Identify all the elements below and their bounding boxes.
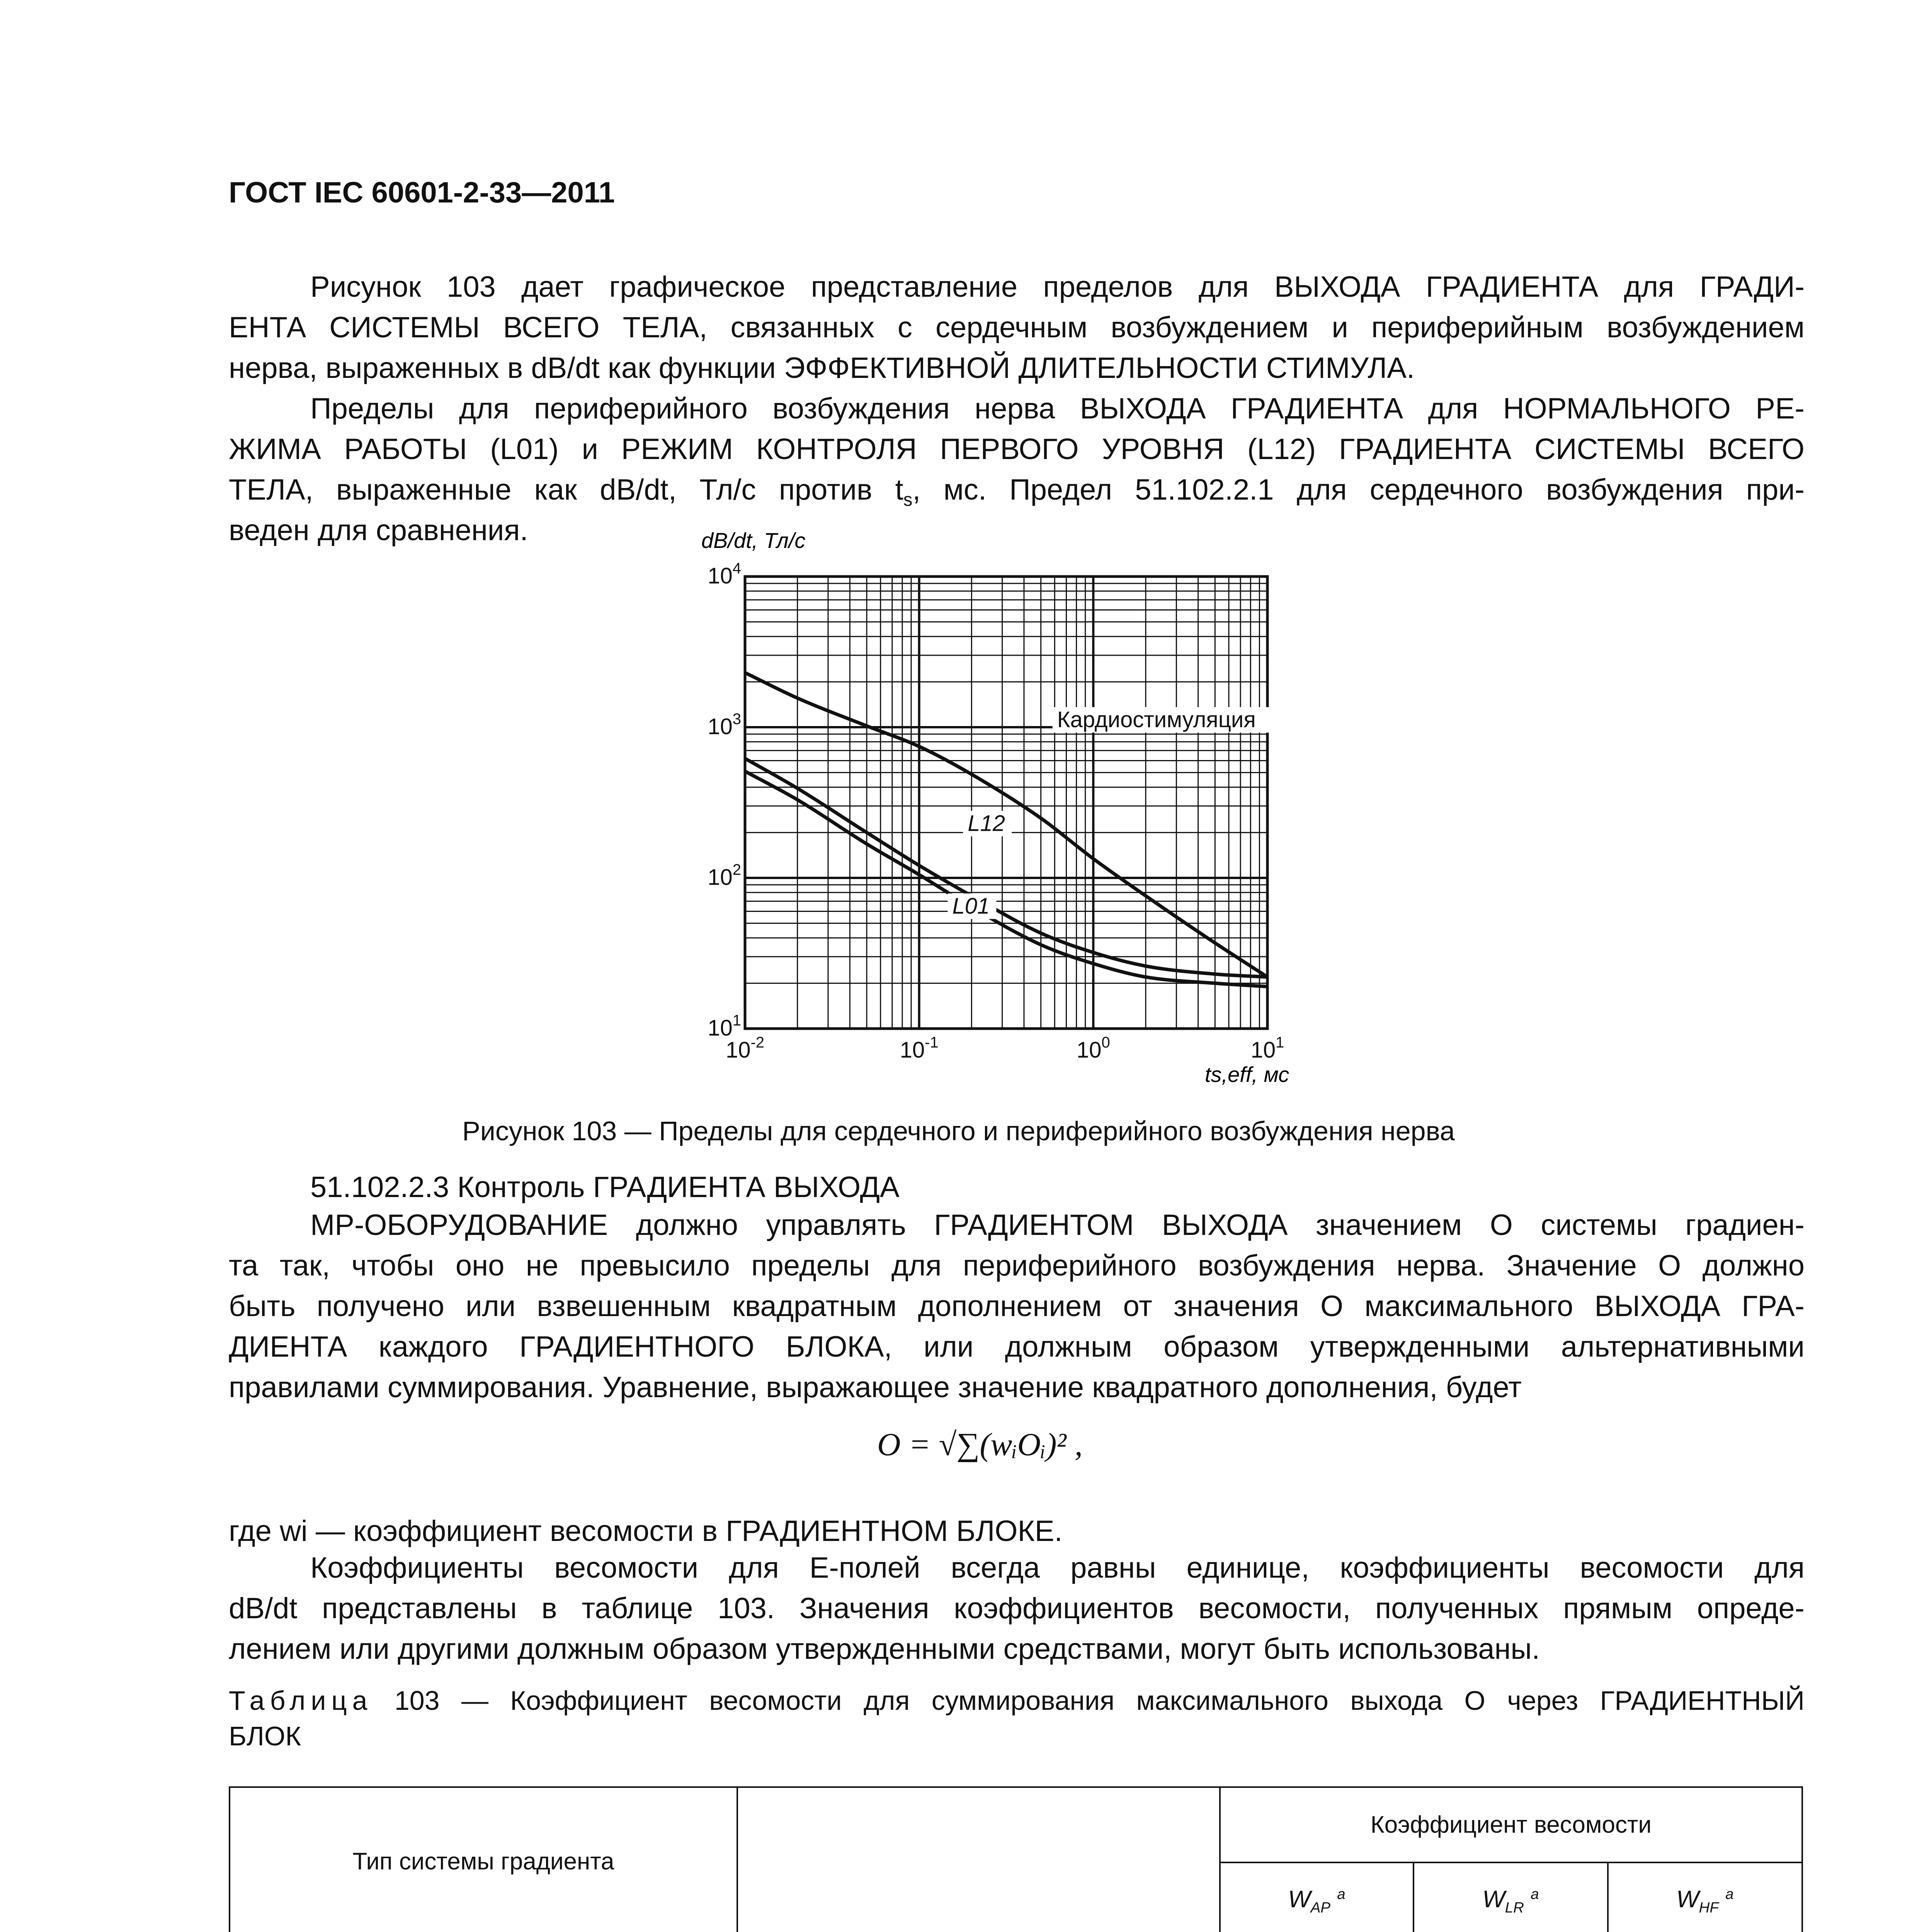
- table-caption-lead: Таблица: [229, 1685, 373, 1716]
- x-tick-label: $10^1$: [1250, 1034, 1284, 1063]
- figure-caption: Рисунок 103 — Пределы для сердечного и периферийного возбуждения нерва: [462, 1116, 1455, 1146]
- p2-line-4: веден для сравнения.: [229, 514, 528, 547]
- chart-series-labels: [947, 707, 1272, 919]
- header-method-empty: [737, 1787, 1220, 1932]
- document-header: ГОСТ IEC 60601-2-33—2011: [229, 176, 615, 209]
- chart-y-axis-label: dB/dt, Тл/с: [701, 528, 806, 553]
- x-tick-label: $10^0$: [1076, 1034, 1110, 1063]
- p3-line-1: МР-ОБОРУДОВАНИЕ должно управлять ГРАДИЕНТОМ ВЫХОДА значением O системы градиен-: [310, 1209, 1805, 1242]
- series-line-l12: [745, 759, 1267, 977]
- where-definition: где wi — коэффициент весомости в ГРАДИЕНТНОМ БЛОКЕ.: [229, 1515, 1063, 1548]
- table-header-row-1: [230, 1787, 1802, 1862]
- series-label-l12: L12: [968, 811, 1005, 836]
- p1-line-1: Рисунок 103 дает графическое представление пределов для ВЫХОДА ГРАДИЕНТА для ГРАДИ-: [310, 270, 1805, 303]
- header-w-hf: $W_{HF}$ $^a$: [1608, 1862, 1802, 1932]
- table-caption: [229, 1683, 1805, 1754]
- table-caption-text: 103 — Коэффициент весомости для суммирования максимального выхода O через ГРАДИЕНТНЫЙ: [373, 1685, 1805, 1716]
- header-weight-group: Коэффициент весомости: [1220, 1787, 1802, 1862]
- y-tick-label: $10^2$: [708, 861, 741, 890]
- p2-line-3: ТЕЛА, выраженные как dB/dt, Тл/с против $t_s$, мс. Предел 51.102.2.1 для сердечного возбуждения при-: [229, 473, 1805, 510]
- p4-line-1: Коэффициенты весомости для E-полей всегда равны единице, коэффициенты весомости для: [310, 1551, 1805, 1584]
- y-tick-label: $10^1$: [708, 1012, 741, 1041]
- p2-line-2: ЖИМА РАБОТЫ (L01) и РЕЖИМ КОНТРОЛЯ ПЕРВОГО УРОВНЯ (L12) ГРАДИЕНТА СИСТЕМЫ ВСЕГО: [229, 433, 1805, 466]
- p3-line-2: та так, чтобы оно не превысило пределы для периферийного возбуждения нерва. Значение O должно: [229, 1249, 1805, 1282]
- series-label-кардиостимуляция: Кардиостимуляция: [1057, 707, 1256, 732]
- y-tick-label: $10^3$: [708, 711, 741, 739]
- y-tick-label: $10^4$: [708, 560, 741, 588]
- header-gradient-type: Тип системы градиента: [230, 1787, 737, 1932]
- paragraph-4: [229, 1548, 1805, 1669]
- table-caption-line-2: БЛОК: [229, 1721, 301, 1751]
- chart-x-axis-label: ts,eff, мс: [1205, 1062, 1289, 1087]
- p3-line-5: правилами суммирования. Уравнение, выражающее значение квадратного дополнения, будет: [229, 1371, 1522, 1404]
- p2-line-1: Пределы для периферийного возбуждения нерва ВЫХОДА ГРАДИЕНТА для НОРМАЛЬНОГО РЕ-: [310, 392, 1805, 425]
- chart-x-ticks: [726, 1034, 1284, 1063]
- p4-line-3: лением или другими должным образом утвержденными средствами, могут быть использованы.: [229, 1633, 1540, 1665]
- header-w-ap: $W_{AP}$ $^a$: [1220, 1862, 1414, 1932]
- x-tick-label: $10^{-1}$: [900, 1034, 939, 1063]
- paragraph-3: [229, 1205, 1805, 1408]
- p4-line-2: dB/dt представлены в таблице 103. Значения коэффициентов весомости, полученных прямым опреде-: [229, 1592, 1805, 1625]
- p1-line-3: нерва, выраженных в dB/dt как функции ЭФФЕКТИВНОЙ ДЛИТЕЛЬНОСТИ СТИМУЛА.: [229, 352, 1415, 384]
- section-title: 51.102.2.3 Контроль ГРАДИЕНТА ВЫХОДА: [310, 1171, 900, 1204]
- series-label-l01: L01: [952, 893, 990, 919]
- x-tick-label: $10^{-2}$: [725, 1034, 765, 1063]
- p3-line-3: быть получено или взвешенным квадратным дополнением от значения O максимального ВЫХОДА ГРА-: [229, 1290, 1805, 1323]
- p1-line-2: ЕНТА СИСТЕМЫ ВСЕГО ТЕЛА, связанных с сердечным возбуждением и периферийным возбуждением: [229, 311, 1805, 344]
- p3-line-4: ДИЕНТА каждого ГРАДИЕНТНОГО БЛОКА, или должным образом утвержденными альтернативными: [229, 1330, 1805, 1363]
- header-w-lr: $W_{LR}$ $^a$: [1414, 1862, 1607, 1932]
- weighted-sum-formula: O = √∑(wᵢOᵢ)² ,: [877, 1427, 1083, 1463]
- chart-y-ticks: [708, 560, 741, 1041]
- weighting-coefficients-table: [229, 1786, 1803, 1932]
